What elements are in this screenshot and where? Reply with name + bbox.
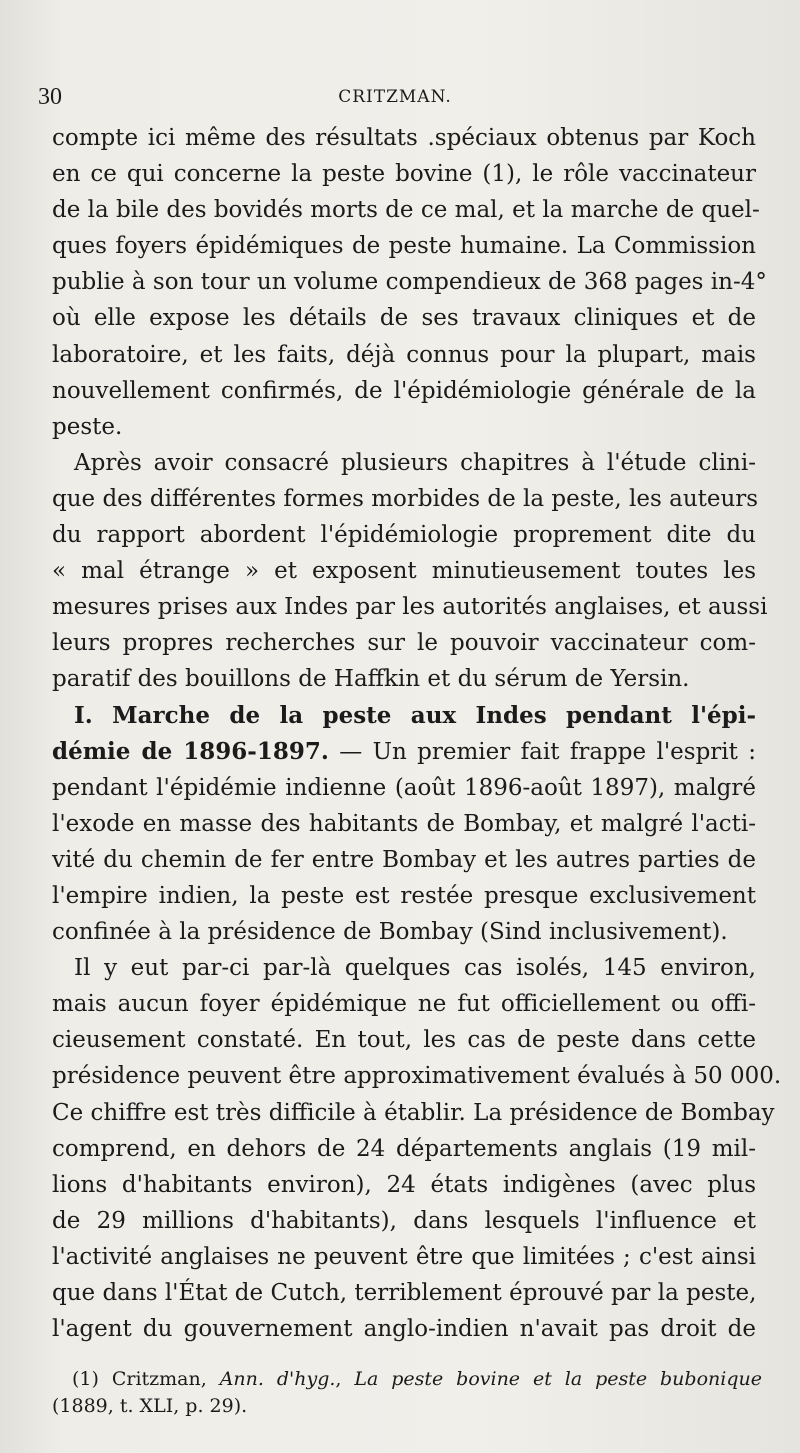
body-text [52, 120, 782, 1347]
text-line: confinée à la présidence de Bombay (Sind inclusivement). [52, 919, 728, 946]
text-line: l'activité anglaises ne peuvent être que limitées ; c'est ainsi [52, 1243, 756, 1270]
text-line: paratif des bouillons de Haffkin et du sérum de Yersin. [52, 666, 690, 693]
text-line: pendant l'épidémie indienne (août 1896-août 1897), malgré [52, 774, 756, 801]
text-line: l'empire indien, la peste est restée presque exclusivement [52, 882, 756, 909]
text-line: cieusement constaté. En tout, les cas de peste dans cette [52, 1027, 756, 1054]
text-line: l'exode en masse des habitants de Bombay, et malgré l'acti- [52, 810, 756, 837]
text-line: laboratoire, et les faits, déjà connus pour la plupart, mais [52, 341, 756, 368]
text-line: mesures prises aux Indes par les autorités anglaises, et aussi [52, 594, 768, 621]
section-heading-text: I. Marche de la peste aux Indes pendant l'épi- [74, 701, 756, 729]
text-line: Après avoir consacré plusieurs chapitres à l'étude clini- [74, 449, 756, 476]
footnote-line: (1889, t. XLI, p. 29). [52, 1395, 248, 1417]
text-line: publie à son tour un volume compendieux de 368 pages in-4° [52, 269, 767, 296]
text-line: Il y eut par-ci par-là quelques cas isolés, 145 environ, [74, 955, 756, 982]
footnote-line [72, 1366, 762, 1393]
text-line: comprend, en dehors de 24 départements anglais (19 mil- [52, 1135, 756, 1162]
text-line: du rapport abordent l'épidémiologie proprement dite du [52, 522, 756, 549]
text-line: que des différentes formes morbides de la peste, les auteurs [52, 485, 759, 512]
text-line: « mal étrange » et exposent minutieusement toutes les [52, 558, 756, 585]
page-number: 30 [38, 84, 62, 110]
footnote-title: La peste bovine et la peste bubonique [354, 1368, 762, 1390]
running-head: CRITZMAN. [338, 87, 452, 107]
text-line: que dans l'État de Cutch, terriblement éprouvé par la peste, [52, 1280, 757, 1306]
text-line: où elle expose les détails de ses travaux cliniques et de [52, 305, 756, 332]
section-heading-text: démie de 1896-1897. [52, 737, 329, 765]
text-line: Ce chiffre est très difficile à établir. La présidence de Bombay [52, 1099, 775, 1126]
page-header [38, 84, 752, 114]
text-line: présidence peuvent être approximativement évalués à 50 000. [52, 1063, 782, 1090]
section-heading [52, 698, 756, 734]
text-line: vité du chemin de fer entre Bombay et les autres parties de [52, 846, 756, 873]
text-span: — Un premier fait frappe l'esprit : [328, 738, 757, 765]
text-line: mais aucun foyer épidémique ne fut officiellement ou offi- [52, 991, 756, 1018]
text-line: peste. [52, 413, 123, 440]
text-line: l'agent du gouvernement anglo-indien n'avait pas droit de [52, 1316, 756, 1343]
text-line: lions d'habitants environ), 24 états indigènes (avec plus [52, 1171, 756, 1198]
footnote-text: , [335, 1368, 355, 1390]
text-line: nouvellement confirmés, de l'épidémiologie générale de la [52, 377, 756, 404]
text-line: de 29 millions d'habitants), dans lesquels l'influence et [52, 1207, 756, 1234]
text-line: en ce qui concerne la peste bovine (1), le rôle vaccinateur [52, 161, 756, 188]
footnote-journal: Ann. d'hyg. [219, 1368, 336, 1390]
text-line: leurs propres recherches sur le pouvoir vaccinateur com- [52, 630, 756, 657]
footnote-text: (1) Critzman, [72, 1368, 220, 1390]
text-line: ques foyers épidémiques de peste humaine. La Commission [52, 233, 756, 260]
footnote [52, 1366, 762, 1420]
text-line: compte ici même des résultats .spéciaux obtenus par Koch [52, 125, 756, 151]
text-line: de la bile des bovidés morts de ce mal, et la marche de quel- [52, 197, 760, 224]
text-line [52, 734, 756, 770]
